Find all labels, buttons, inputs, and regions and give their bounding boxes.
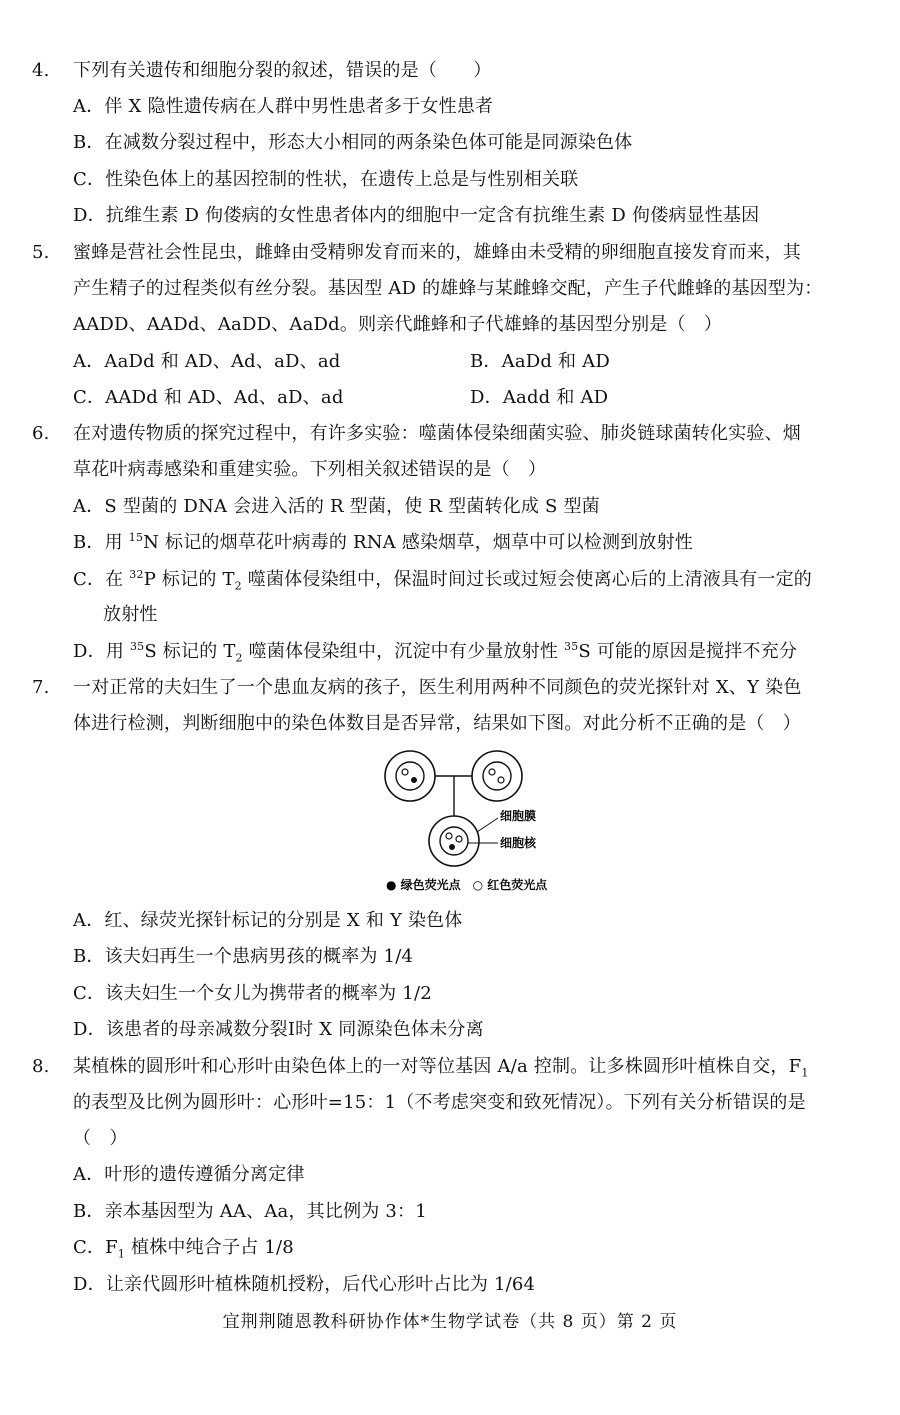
q7-stem-line1: 一对正常的夫妇生了一个患血友病的孩子，医生利用两种不同颜色的荧光探针对 X、Y 染色 [73, 677, 802, 698]
father-cell-nucleus [396, 762, 424, 790]
q7-option-d: D．该患者的母亲减数分裂Ⅰ时 X 同源染色体未分离 [73, 1019, 484, 1040]
q7-option-b: B．该夫妇再生一个患病男孩的概率为 1/4 [73, 946, 414, 967]
q6-number: 6. [32, 423, 50, 444]
q6-option-c-continued: 放射性 [103, 604, 158, 625]
q5-stem-line2: 产生精子的过程类似有丝分裂。基因型 AD 的雄蜂与某雌蜂交配，产生子代雌蜂的基因型为： [73, 278, 823, 299]
q4-option-a: A．伴 X 隐性遗传病在人群中男性患者多于女性患者 [73, 96, 494, 117]
child-cell-nucleus [440, 827, 468, 855]
q6-option-b: B．用 $^{15}$N 标记的烟草花叶病毒的 RNA 感染烟草，烟草中可以检测到放射性 [73, 531, 693, 553]
q8-option-a: A．叶形的遗传遵循分离定律 [73, 1164, 305, 1185]
child-red-dot-1 [446, 833, 452, 839]
q5-stem-line1: 蜜蜂是营社会性昆虫，雌蜂由受精卵发育而来的，雄蜂由未受精的卵细胞直接发育而来，其 [73, 242, 801, 263]
child-red-dot-2 [456, 836, 462, 842]
q7-option-c: C．该夫妇生一个女儿为携带者的概率为 1/2 [73, 983, 432, 1004]
q5-option-a: A．AaDd 和 AD、Ad、aD、ad [73, 351, 341, 372]
q5-option-c: C．AADd 和 AD、Ad、aD、ad [73, 387, 344, 408]
q8-option-c: C．$F_1$ 植株中纯合子占 1/8 [73, 1237, 294, 1261]
q5-option-d: D．Aadd 和 AD [470, 387, 609, 408]
q4-option-b: B．在减数分裂过程中，形态大小相同的两条染色体可能是同源染色体 [73, 132, 633, 153]
q4-option-c: C．性染色体上的基因控制的性状，在遗传上总是与性别相关联 [73, 169, 579, 190]
child-cell [429, 816, 479, 866]
father-cell [385, 751, 435, 801]
q7-number: 7. [32, 677, 50, 698]
page-footer: 宜荆荆随恩教科研协作体*生物学试卷（共 8 页）第 2 页 [222, 1312, 678, 1332]
q8-option-b: B．亲本基因型为 AA、Aa，其比例为 3：1 [73, 1201, 427, 1222]
nucleus-label: 细胞核 [500, 836, 537, 850]
q8-option-d: D．让亲代圆形叶植株随机授粉，后代心形叶占比为 1/64 [73, 1274, 536, 1295]
mother-cell [472, 751, 522, 801]
child-cell-membrane [429, 816, 479, 866]
q5-stem-line3: AADD、AADd、AaDD、AaDd。则亲代雌蜂和子代雄蜂的基因型分别是（ ） [73, 314, 723, 335]
mother-red-dot-1 [489, 769, 495, 775]
q7-option-a: A．红、绿荧光探针标记的分别是 X 和 Y 染色体 [73, 910, 463, 931]
mother-cell-membrane [472, 751, 522, 801]
cell-diagram-svg [380, 748, 580, 896]
q5-number: 5. [32, 242, 50, 263]
father-green-dot [411, 777, 417, 783]
mother-red-dot-2 [498, 777, 504, 783]
q4-option-d: D．抗维生素 D 佝偻病的女性患者体内的细胞中一定含有抗维生素 D 佝偻病显性基因 [73, 205, 760, 226]
membrane-label: 细胞膜 [500, 809, 537, 823]
child-green-dot [449, 844, 455, 850]
father-red-dot [402, 769, 408, 775]
father-cell-membrane [385, 751, 435, 801]
q6-option-d: D．用 $^{35}$S 标记的 $T_2$ 噬菌体侵染组中，沉淀中有少量放射性 $^{35}$S 可能的原因是搅拌不充分 [73, 640, 798, 665]
fluorescence-cell-diagram [380, 748, 580, 896]
q4-number: 4. [32, 60, 50, 81]
q8-stem-line1: 某植株的圆形叶和心形叶由染色体上的一对等位基因 A/a 控制。让多株圆形叶植株自交，$F_1$ [73, 1056, 809, 1080]
q4-stem: 下列有关遗传和细胞分裂的叙述，错误的是（ ） [73, 60, 492, 81]
q8-number: 8. [32, 1056, 50, 1077]
q5-option-b: B．AaDd 和 AD [470, 351, 610, 372]
q7-stem-line2: 体进行检测，判断细胞中的染色体数目是否异常，结果如下图。对此分析不正确的是（ ） [73, 713, 801, 734]
membrane-leader-line [477, 818, 498, 832]
q6-stem-line2: 草花叶病毒感染和重建实验。下列相关叙述错误的是（ ） [73, 459, 547, 480]
q8-stem-line2: 的表型及比例为圆形叶：心形叶=15：1（不考虑突变和致死情况）。下列有关分析错误的是 [73, 1092, 806, 1113]
figure-legend: ● 绿色荧光点 ○ 红色荧光点 [386, 878, 548, 892]
q6-option-c: C．在 $^{32}$P 标记的 $T_2$ 噬菌体侵染组中，保温时间过长或过短会使离心后的上清液具有一定的 [73, 568, 812, 593]
q6-stem-line1: 在对遗传物质的探究过程中，有许多实验：噬菌体侵染细菌实验、肺炎链球菌转化实验、烟 [73, 423, 801, 444]
q6-option-a: A．S 型菌的 DNA 会进入活的 R 型菌，使 R 型菌转化成 S 型菌 [73, 496, 600, 517]
q8-stem-line3: （ ） [73, 1128, 128, 1149]
mother-cell-nucleus [483, 762, 511, 790]
